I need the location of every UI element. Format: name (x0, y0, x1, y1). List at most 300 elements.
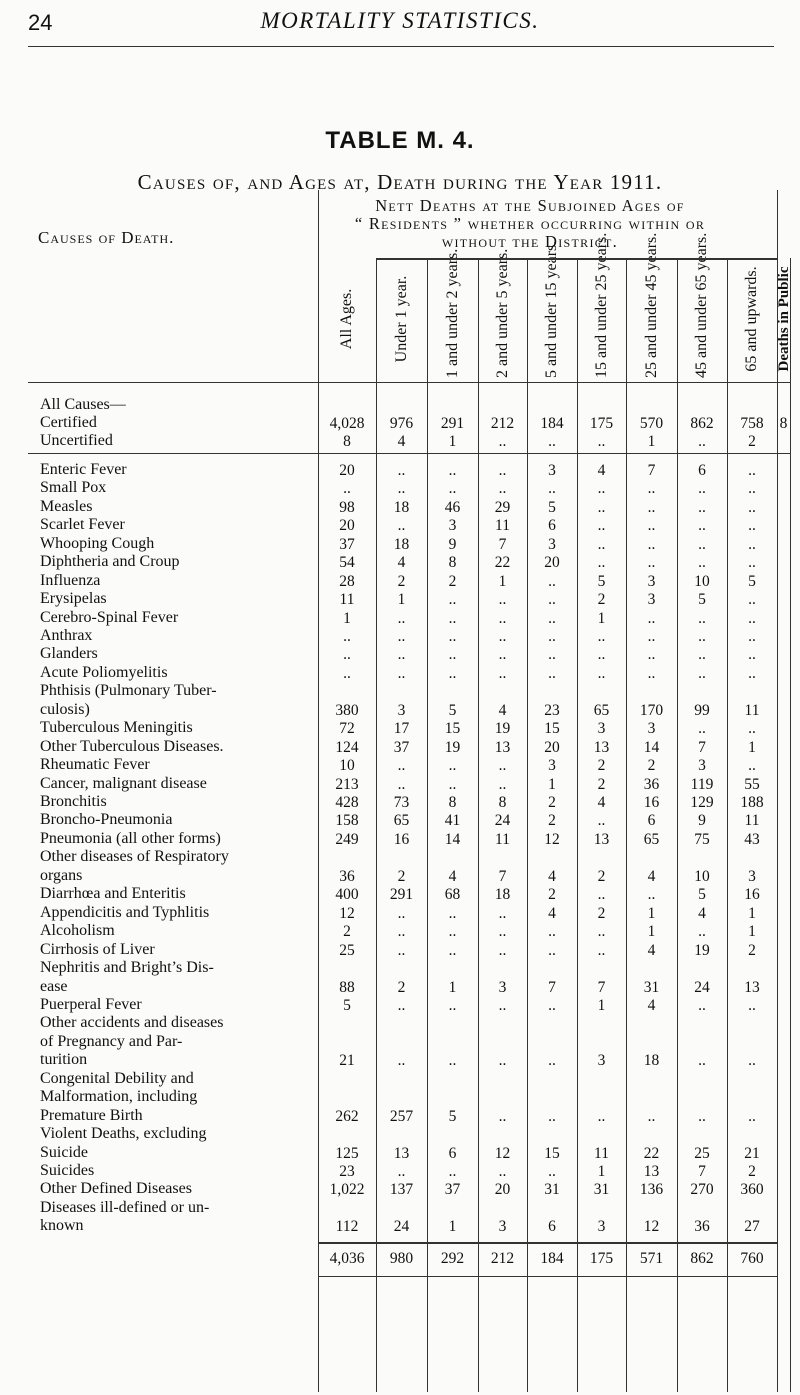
table-cell: .. (597, 498, 606, 516)
table-cell: .. (343, 480, 351, 498)
table-cell: .. (748, 996, 756, 1014)
table-cell: 2 (647, 757, 656, 775)
row-label: Violent Deaths, excluding (40, 1125, 207, 1143)
table-cell: 27 (744, 1218, 760, 1236)
age-column-header-text: 1 and under 2 years. (443, 248, 461, 378)
age-group-header-line-3: without the District. (441, 232, 619, 251)
table-cell: 13 (593, 738, 610, 756)
table-cell: 2 (597, 757, 606, 775)
table-cell: .. (698, 664, 706, 682)
table-cell: 98 (339, 498, 355, 516)
table-cell: 125 (335, 1144, 359, 1162)
table-cell: 2 (597, 904, 606, 922)
table-cell: .. (748, 757, 756, 775)
table-cell: .. (748, 498, 756, 516)
table-cell: 4 (397, 433, 406, 451)
table-cell: .. (343, 627, 351, 645)
row-label: Diarrhœa and Enteritis (40, 885, 186, 903)
table-cell: 7 (698, 738, 706, 756)
table-cell: 24 (694, 978, 710, 996)
table-cell: .. (448, 904, 457, 922)
running-head: MORTALITY STATISTICS. (260, 8, 540, 33)
row-label: Alcoholism (40, 922, 115, 940)
table-cell: 65 (643, 830, 660, 848)
table-cell: .. (448, 480, 457, 498)
table-cell: 37 (444, 1181, 461, 1199)
age-group-header-line-1: Nett Deaths at the Subjoined Ages of (375, 196, 685, 215)
table-cell: 4 (647, 996, 656, 1014)
table-cell: 11 (495, 830, 510, 848)
table-cell: 4 (548, 904, 556, 922)
row-label: Cirrhosis of Liver (40, 940, 155, 958)
table-cell: .. (548, 923, 556, 941)
table-cell: 37 (339, 535, 355, 553)
table-cell: 5 (698, 886, 706, 904)
table-cell: .. (698, 480, 706, 498)
table-cell: 570 (639, 415, 664, 432)
table-cell: .. (597, 1107, 606, 1125)
table-cell: 16 (393, 830, 410, 848)
age-column-header-text: 5 and under 15 years. (543, 240, 560, 378)
section-rule (28, 453, 790, 454)
row-label: Anthrax (40, 626, 93, 644)
table-cell: 3 (548, 757, 556, 775)
table-cell: 212 (490, 415, 515, 432)
table-cell: .. (548, 941, 556, 959)
table-cell: 2 (397, 572, 406, 590)
table-cell: .. (748, 591, 756, 609)
table-cell: 46 (444, 498, 461, 516)
table-cell: 10 (694, 867, 710, 885)
table-cell: 1 (548, 775, 556, 793)
table-cell: .. (448, 1052, 457, 1070)
table-cell: .. (397, 627, 406, 645)
table-cell: 18 (393, 498, 410, 516)
table-cell: 8 (448, 794, 457, 811)
table-cell: 2 (548, 812, 556, 830)
table-cell: 1 (448, 433, 457, 451)
table-cell: 12 (643, 1218, 660, 1236)
table-cell: 36 (339, 867, 355, 885)
row-label: Bronchitis (40, 793, 107, 810)
table-cell: 12 (339, 904, 355, 922)
table-cell: 2 (597, 591, 606, 609)
table-cell: 41 (444, 812, 461, 830)
table-cell: 3 (647, 572, 656, 590)
table-cell: 5 (698, 591, 706, 609)
table-cell: 25 (339, 941, 355, 959)
age-column-header (626, 232, 677, 380)
table-cell: .. (647, 886, 656, 904)
table-cell: .. (548, 1052, 556, 1070)
table-cell: 1 (748, 904, 756, 922)
table-cell: 10 (694, 572, 710, 590)
table-cell: 7 (597, 978, 606, 996)
table-cell: 5 (597, 572, 606, 590)
table-cell: .. (448, 757, 457, 775)
table-cell: .. (548, 664, 556, 682)
table-cell: 124 (335, 738, 359, 756)
table-cell: 20 (544, 738, 560, 756)
table-cell: .. (498, 923, 507, 941)
table-cell: .. (448, 591, 457, 609)
table-cell: 15 (444, 720, 461, 738)
table-cell: 1 (448, 978, 457, 996)
table-cell: 19 (694, 941, 710, 959)
table-cell: 2 (343, 923, 351, 941)
table-cell: 360 (740, 1181, 764, 1199)
age-column-header (376, 258, 427, 380)
row-label: Cerebro-Spinal Fever (40, 608, 179, 626)
column-rule (790, 258, 791, 1392)
table-cell: .. (397, 1163, 406, 1180)
table-cell: 428 (335, 794, 359, 811)
table-cell: .. (548, 627, 556, 645)
table-cell: .. (647, 554, 656, 572)
table-cell: .. (448, 923, 457, 941)
total-cell: 175 (589, 1250, 614, 1268)
table-cell: 31 (593, 1181, 610, 1199)
age-column-header-text: All Ages. (338, 288, 355, 350)
table-cell: 5 (343, 996, 351, 1014)
table-cell: 99 (694, 701, 710, 719)
table-cell: 14 (444, 830, 461, 848)
table-cell: .. (748, 1052, 756, 1070)
table-cell: 291 (440, 415, 465, 432)
table-cell: .. (597, 517, 606, 535)
table-cell: 8 (448, 554, 457, 572)
table-cell: 184 (540, 415, 564, 432)
row-label: organs (40, 866, 83, 884)
table-cell: 14 (643, 738, 660, 756)
table-cell: 21 (339, 1052, 355, 1070)
table-cell: 158 (335, 812, 359, 830)
row-label: Suicides (40, 1162, 95, 1179)
total-cell: 184 (540, 1250, 564, 1268)
table-cell: 1 (647, 433, 656, 451)
table-cell: 7 (548, 978, 556, 996)
table-cell: 2 (397, 978, 406, 996)
row-label: Certified (40, 414, 97, 431)
table-cell: .. (647, 535, 656, 553)
age-column-header-text: 45 and under 65 years. (693, 232, 710, 378)
table-cell: 11 (495, 517, 510, 535)
table-cell: 13 (393, 1144, 410, 1162)
age-column-header (727, 258, 777, 380)
totals-bottom-rule (318, 1276, 777, 1277)
table-cell: .. (647, 609, 656, 627)
table-cell: 7 (498, 535, 507, 553)
total-cell: 760 (740, 1250, 764, 1268)
table-cell: 4,028 (329, 415, 365, 432)
table-cell: .. (397, 775, 406, 793)
table-cell: 5 (748, 572, 756, 590)
table-cell: .. (698, 498, 706, 516)
table-cell: .. (397, 996, 406, 1014)
table-cell: .. (748, 627, 756, 645)
table-cell: 17 (393, 720, 410, 738)
table-cell: .. (748, 609, 756, 627)
table-cell: 20 (494, 1181, 511, 1199)
table-cell: 23 (339, 1163, 355, 1180)
all-causes-label: All Causes— (40, 396, 126, 413)
total-cell: 862 (690, 1250, 714, 1268)
table-cell: 11 (339, 591, 355, 609)
table-cell: 2 (548, 886, 556, 904)
table-subtitle: Causes of, and Ages at, Death during the Year 1911. (137, 170, 663, 194)
row-label: Broncho-Pneumonia (40, 811, 173, 829)
table-cell: 9 (448, 535, 457, 553)
age-column-header (478, 248, 527, 380)
table-cell: .. (698, 996, 706, 1014)
table-title: TABLE M. 4. (325, 127, 475, 154)
table-cell: .. (748, 480, 756, 498)
table-cell: .. (597, 433, 606, 451)
table-cell: 18 (393, 535, 410, 553)
table-cell: 862 (690, 415, 714, 432)
table-cell: 2 (597, 867, 606, 885)
row-label: Diphtheria and Croup (40, 553, 180, 571)
table-cell: .. (448, 461, 457, 479)
table-cell: .. (448, 664, 457, 682)
age-column-header (677, 232, 727, 380)
age-column-header-text: 15 and under 25 years. (592, 232, 610, 378)
row-label: Uncertified (40, 432, 113, 450)
table-cell: 7 (698, 1163, 706, 1180)
row-label: Cancer, malignant disease (40, 774, 207, 792)
table-cell: 4 (597, 461, 606, 479)
table-cell: .. (597, 941, 606, 959)
row-label: ease (40, 977, 68, 995)
table-cell: 15 (544, 720, 560, 738)
table-cell: .. (548, 433, 556, 451)
table-cell: 137 (389, 1181, 414, 1199)
table-cell: .. (397, 480, 406, 498)
table-cell: .. (548, 480, 556, 498)
table-cell: .. (748, 664, 756, 682)
row-label: Congenital Debility and (40, 1069, 194, 1087)
table-cell: 3 (548, 535, 556, 553)
table-cell: 175 (589, 415, 614, 432)
table-cell: .. (498, 461, 507, 479)
table-cell: .. (448, 996, 457, 1014)
table-cell: 2 (548, 794, 556, 811)
table-cell: 4 (548, 867, 556, 885)
table-cell: 3 (597, 1218, 606, 1236)
table-cell: 976 (389, 415, 414, 432)
row-label: Premature Birth (40, 1106, 143, 1124)
table-cell: .. (597, 923, 606, 941)
table-cell: 6 (548, 517, 556, 535)
table-cell: 25 (694, 1144, 710, 1162)
table-cell: .. (647, 1107, 656, 1125)
age-group-header-line-2: “ Residents ” whether occurring within or (354, 214, 706, 233)
table-cell: .. (448, 941, 457, 959)
table-cell: .. (548, 591, 556, 609)
table-cell: 112 (335, 1218, 359, 1236)
table-cell: .. (698, 554, 706, 572)
table-cell: 8 (498, 794, 507, 811)
table-cell: 12 (494, 1144, 511, 1162)
table-cell: 213 (335, 775, 359, 793)
table-cell: .. (597, 480, 606, 498)
table-cell: .. (698, 720, 706, 738)
table-cell: .. (448, 627, 457, 645)
table-cell: 1 (748, 738, 756, 756)
table-cell: .. (397, 646, 406, 664)
table-cell: .. (397, 757, 406, 775)
table-cell: 4 (647, 941, 656, 959)
row-label: Malformation, including (40, 1088, 198, 1106)
table-cell: 11 (594, 1144, 609, 1162)
table-cell: 36 (694, 1218, 710, 1236)
table-cell: 20 (544, 554, 560, 572)
table-cell: .. (748, 1107, 756, 1125)
table-cell: .. (597, 886, 606, 904)
table-cell: 68 (444, 886, 461, 904)
table-cell: 1 (597, 609, 606, 627)
table-cell: 5 (548, 498, 556, 516)
row-label: Other diseases of Respiratory (40, 848, 229, 866)
table-cell: 6 (647, 812, 656, 830)
table-cell: .. (397, 923, 406, 941)
table-cell: 136 (639, 1181, 664, 1199)
row-label: Suicide (40, 1143, 88, 1161)
table-cell: 73 (393, 794, 410, 811)
table-cell: 7 (647, 461, 656, 479)
table-cell: .. (647, 480, 656, 498)
table-cell: 16 (643, 794, 660, 811)
table-cell: 6 (448, 1144, 457, 1162)
row-label: known (40, 1217, 84, 1235)
row-label: Whooping Cough (40, 534, 155, 552)
table-cell: .. (448, 1163, 457, 1180)
total-cell: 980 (389, 1250, 414, 1268)
table-cell: 119 (690, 775, 714, 793)
table-cell: 13 (744, 978, 760, 996)
total-cell: 212 (490, 1250, 515, 1268)
table-cell: .. (748, 720, 756, 738)
table-cell: 37 (393, 738, 410, 756)
table-cell: .. (498, 433, 507, 451)
table-cell: .. (397, 609, 406, 627)
table-cell: 20 (339, 517, 355, 535)
table-cell: .. (498, 664, 507, 682)
table-cell: 2 (748, 941, 756, 959)
row-label: Erysipelas (40, 590, 107, 608)
table-cell: 3 (448, 517, 457, 535)
row-label: Other Tuberculous Diseases. (40, 737, 224, 755)
table-cell: .. (448, 775, 457, 793)
table-cell: 55 (744, 775, 760, 793)
row-label: Scarlet Fever (40, 516, 125, 534)
table-cell: .. (748, 517, 756, 535)
table-cell: 1 (397, 591, 406, 609)
table-cell: .. (597, 812, 606, 830)
column-rule (777, 190, 778, 1392)
table-cell: .. (647, 646, 656, 664)
table-cell: 1,022 (329, 1181, 365, 1199)
table-cell: 1 (748, 923, 756, 941)
table-cell: 43 (744, 830, 760, 848)
table-cell: 28 (339, 572, 355, 590)
row-label: Nephritis and Bright’s Dis- (40, 959, 214, 977)
table-cell: 1 (597, 1163, 606, 1180)
header-bottom-rule (28, 382, 790, 383)
table-cell: .. (597, 646, 606, 664)
table-cell: .. (397, 1052, 406, 1070)
table-cell: .. (343, 664, 351, 682)
table-cell: 5 (448, 1107, 457, 1125)
table-cell: .. (498, 1163, 507, 1180)
age-group-header (330, 197, 730, 251)
table-cell: 3 (647, 720, 656, 738)
table-cell: .. (498, 627, 507, 645)
table-cell: .. (498, 904, 507, 922)
table-cell: 3 (548, 461, 556, 479)
table-cell: .. (548, 996, 556, 1014)
table-cell: 75 (694, 830, 710, 848)
age-column-header-text: 65 and upwards. (743, 266, 760, 372)
table-cell: .. (647, 517, 656, 535)
age-column-header (577, 232, 626, 380)
table-cell: 3 (647, 591, 656, 609)
table-cell: 4 (448, 867, 457, 885)
row-label: Enteric Fever (40, 460, 127, 478)
table-cell: 257 (389, 1107, 414, 1125)
table-cell: 3 (498, 978, 507, 996)
row-label: Appendicitis and Typhlitis (40, 903, 210, 921)
table-cell: 8 (779, 415, 788, 432)
table-cell: .. (498, 775, 507, 793)
table-cell: .. (698, 517, 706, 535)
table-cell: 24 (494, 812, 511, 830)
row-label: Diseases ill-defined or un- (40, 1198, 210, 1216)
row-label: Other Defined Diseases (40, 1180, 192, 1198)
table-cell: 31 (643, 978, 660, 996)
row-label: Other accidents and diseases (40, 1014, 224, 1032)
table-cell: 10 (339, 757, 355, 775)
row-label: of Pregnancy and Par- (40, 1032, 183, 1050)
table-cell: 18 (643, 1052, 660, 1070)
table-cell: 1 (343, 609, 351, 627)
table-cell: .. (748, 535, 756, 553)
table-cell: 188 (740, 794, 764, 811)
table-cell: 13 (593, 830, 610, 848)
table-cell: 54 (339, 554, 355, 572)
age-column-header-text: Under 1 year. (392, 275, 410, 363)
table-cell: 4 (397, 554, 406, 572)
table-cell: .. (698, 627, 706, 645)
table-cell: .. (748, 461, 756, 479)
table-cell: .. (548, 609, 556, 627)
table-cell: 19 (494, 720, 511, 738)
table-cell: 1 (647, 904, 656, 922)
table-cell: 15 (544, 1144, 560, 1162)
total-cell: 4,036 (329, 1250, 365, 1268)
row-label: Acute Poliomyelitis (40, 663, 168, 681)
table-cell: 1 (647, 923, 656, 941)
table-cell: 3 (498, 1218, 507, 1236)
table-cell: 13 (494, 738, 511, 756)
table-cell: .. (647, 627, 656, 645)
page-number: 24 (28, 10, 53, 35)
table-cell: .. (698, 646, 706, 664)
table-cell: 4 (647, 867, 656, 885)
table-cell: 21 (744, 1144, 760, 1162)
totals-top-rule (318, 1242, 777, 1244)
table-cell: .. (498, 1107, 507, 1125)
